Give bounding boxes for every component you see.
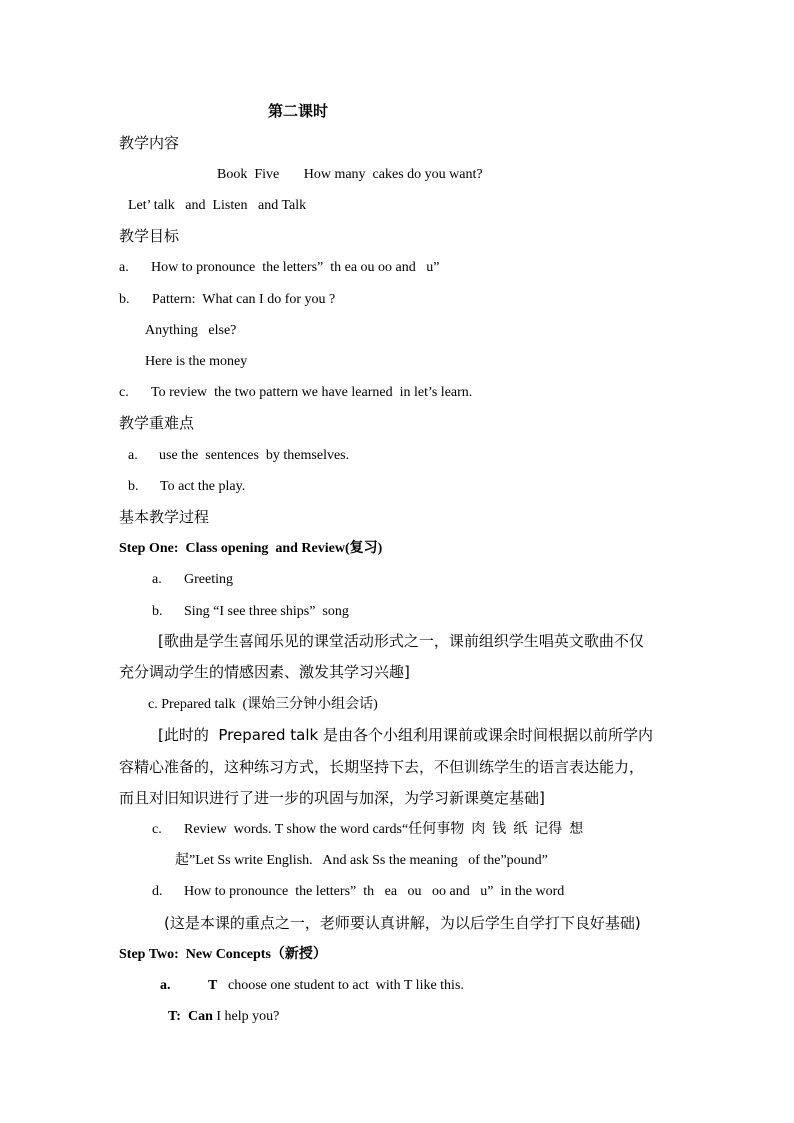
step-one-c2-text: Review words. T show the word cards“任何事物 肉 钱 纸 记得 想: [184, 822, 584, 837]
step-one-c2-line2: 起”Let Ss write English. And ask Ss the meaning of the”pound”: [175, 853, 548, 868]
step-one-c2-marker: c.: [152, 822, 162, 837]
dialog-line: [168, 1007, 279, 1027]
note-pronounce: (这是本课的重点之一，老师要认真讲解，为以后学生自学打下良好基础): [164, 914, 641, 932]
objective-b-text: Pattern: What can I do for you ?: [152, 292, 336, 307]
objective-b-marker: b.: [119, 292, 130, 307]
difficulty-b-marker: b.: [128, 479, 139, 494]
step-one-a-marker: a.: [152, 572, 162, 587]
objective-a-marker: a.: [119, 260, 129, 275]
objective-c-text: To review the two pattern we have learned in let’s learn.: [151, 385, 473, 400]
step-two-a-t: T: [208, 978, 218, 993]
objective-a-text: How to pronounce the letters” th ea ou oo and u”: [151, 260, 440, 275]
objective-b-line2: Anything else?: [145, 323, 237, 338]
dialog-speaker: T: Can: [168, 1009, 213, 1024]
step-two-a-marker: a.: [160, 978, 171, 993]
process-heading: 基本教学过程: [119, 508, 210, 526]
step-two-a-text: choose one student to act with T like this.: [228, 978, 464, 993]
difficulty-a-text: use the sentences by themselves.: [159, 448, 350, 463]
step-one-b-text: Sing “I see three ships” song: [184, 604, 349, 619]
note-song-line1: [歌曲是学生喜闻乐见的课堂活动形式之一，课前组织学生唱英文歌曲不仅: [158, 632, 644, 650]
step-two-heading: Step Two: New Concepts（新授）: [119, 947, 327, 962]
objective-c-marker: c.: [119, 385, 129, 400]
step-one-d-marker: d.: [152, 884, 163, 899]
step-one-a-text: Greeting: [184, 572, 233, 587]
book-line: Book Five How many cakes do you want?: [217, 167, 483, 182]
dialog-text: I help you?: [212, 1009, 280, 1024]
note-talk-line2: 容精心准备的，这种练习方式，长期坚持下去，不但训练学生的语言表达能力，: [119, 758, 645, 776]
step-one-c-prepared-talk: c. Prepared talk (课始三分钟小组会话): [148, 697, 378, 712]
page-title: 第二课时: [268, 102, 329, 120]
note-talk-line1: [此时的 Prepared talk 是由各个小组利用课前或课余时间根据以前所学内: [158, 726, 654, 744]
step-one-d-text: How to pronounce the letters” th ea ou oo and u” in the word: [184, 884, 565, 899]
parts-line: Let’ talk and Listen and Talk: [128, 198, 307, 213]
note-talk-line3: 而且对旧知识进行了进一步的巩固与加深，为学习新课奠定基础]: [119, 789, 545, 807]
note-song-line2: 充分调动学生的情感因素、激发其学习兴趣]: [119, 663, 410, 681]
objectives-heading: 教学目标: [119, 227, 180, 245]
content-heading: 教学内容: [119, 134, 180, 152]
objective-b-line3: Here is the money: [145, 354, 248, 369]
step-one-heading: Step One: Class opening and Review(复习): [119, 541, 383, 556]
difficulties-heading: 教学重难点: [119, 414, 195, 432]
difficulty-a-marker: a.: [128, 448, 138, 463]
step-one-b-marker: b.: [152, 604, 163, 619]
difficulty-b-text: To act the play.: [160, 479, 246, 494]
